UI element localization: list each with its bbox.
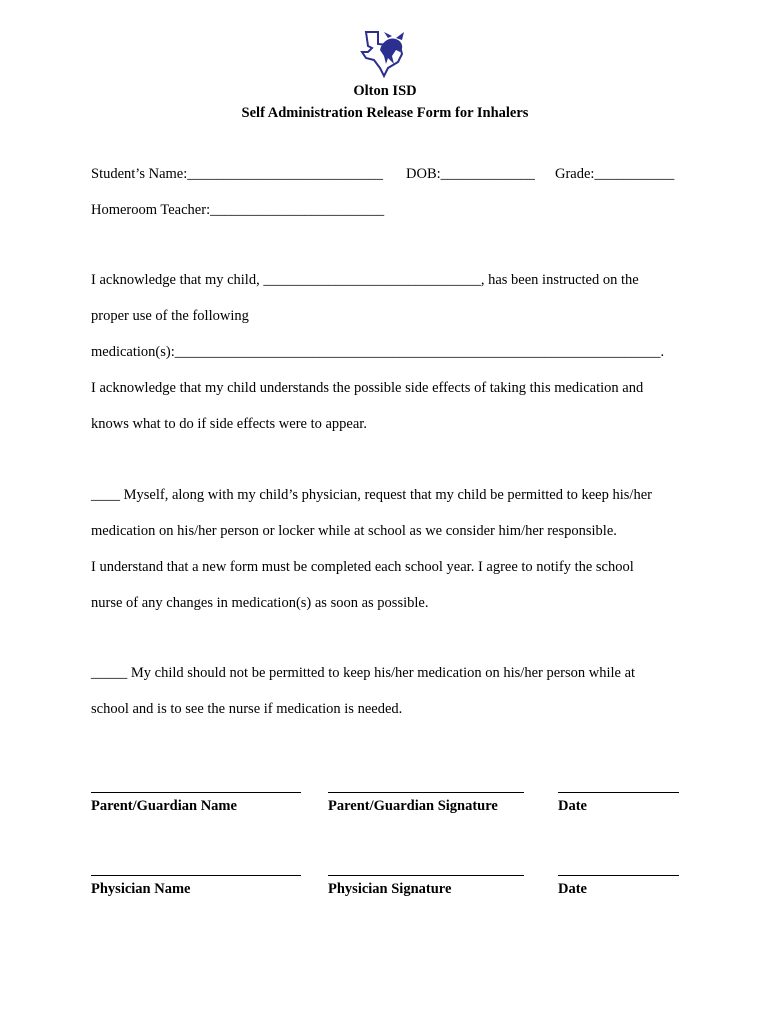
medication-field[interactable]: medication(s):___________________________________________________________________. [91,344,665,360]
option-permit-keep[interactable]: ____ Myself, along with my child’s physician, request that my child be permitted to keep his/her [91,487,652,503]
parent-date-line[interactable] [558,792,679,793]
texas-mustang-logo-icon [358,28,412,78]
parent-date-label: Date [558,798,587,814]
physician-date-label: Date [558,881,587,897]
option-not-permit-line2: school and is to see the nurse if medication is needed. [91,701,403,717]
ack2-line1: I acknowledge that my child understands the possible side effects of taking this medication and [91,380,644,396]
option-permit-line4: nurse of any changes in medication(s) as soon as possible. [91,595,429,611]
homeroom-teacher-field[interactable]: Homeroom Teacher:________________________ [91,202,385,218]
student-name-field[interactable]: Student’s Name:___________________________ [91,166,384,182]
parent-name-label: Parent/Guardian Name [91,798,237,814]
form-title: Self Administration Release Form for Inhalers [241,105,529,121]
physician-signature-line[interactable] [328,875,524,876]
option-not-permit[interactable]: _____ My child should not be permitted to keep his/her medication on his/her person while at [91,665,636,681]
grade-field[interactable]: Grade:___________ [555,166,675,182]
district-name: Olton ISD [353,83,417,99]
physician-name-line[interactable] [91,875,301,876]
ack1-line2: proper use of the following [91,308,249,324]
ack2-line2: knows what to do if side effects were to appear. [91,416,367,432]
option-permit-line3: I understand that a new form must be completed each school year. I agree to notify the school [91,559,634,575]
physician-date-line[interactable] [558,875,679,876]
dob-field[interactable]: DOB:_____________ [406,166,535,182]
parent-signature-label: Parent/Guardian Signature [328,798,498,814]
ack1-line1: I acknowledge that my child, ______________________________, has been instructed on the [91,272,639,288]
parent-signature-line[interactable] [328,792,524,793]
physician-signature-label: Physician Signature [328,881,452,897]
option-permit-line2: medication on his/her person or locker while at school as we consider him/her responsible. [91,523,617,539]
parent-name-line[interactable] [91,792,301,793]
physician-name-label: Physician Name [91,881,191,897]
